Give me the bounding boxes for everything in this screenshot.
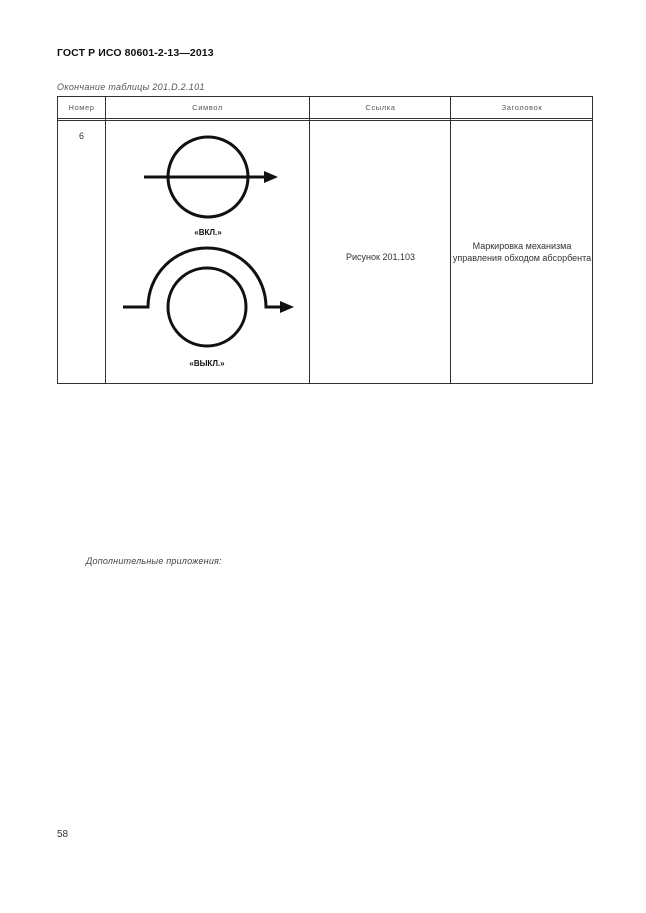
- column-header-symbol: Символ: [192, 103, 223, 112]
- page-number: 58: [57, 829, 69, 840]
- on-symbol: [144, 137, 278, 237]
- table-caption: Окончание таблицы 201.D.2.101: [57, 82, 205, 92]
- arrow-right-icon: [264, 171, 278, 183]
- arrow-right-icon: [280, 301, 294, 313]
- column-header-number: Номер: [68, 103, 95, 112]
- document-header: ГОСТ Р ИСО 80601-2-13—2013: [57, 47, 214, 59]
- off-symbol-label: «ВЫКЛ.»: [189, 359, 225, 368]
- row-number: 6: [78, 131, 84, 141]
- symbols-table: [57, 96, 593, 384]
- on-symbol-label: «ВКЛ.»: [194, 228, 222, 237]
- column-header-title: Заголовок: [501, 103, 543, 112]
- title-cell: Маркировка механизма управления обходом абсорбента: [452, 241, 592, 263]
- reference-cell: Рисунок 201.103: [346, 252, 415, 262]
- additional-appendices-note: Дополнительные приложения:: [86, 556, 222, 566]
- off-symbol: [123, 248, 294, 368]
- column-header-reference: Ссылка: [365, 103, 396, 112]
